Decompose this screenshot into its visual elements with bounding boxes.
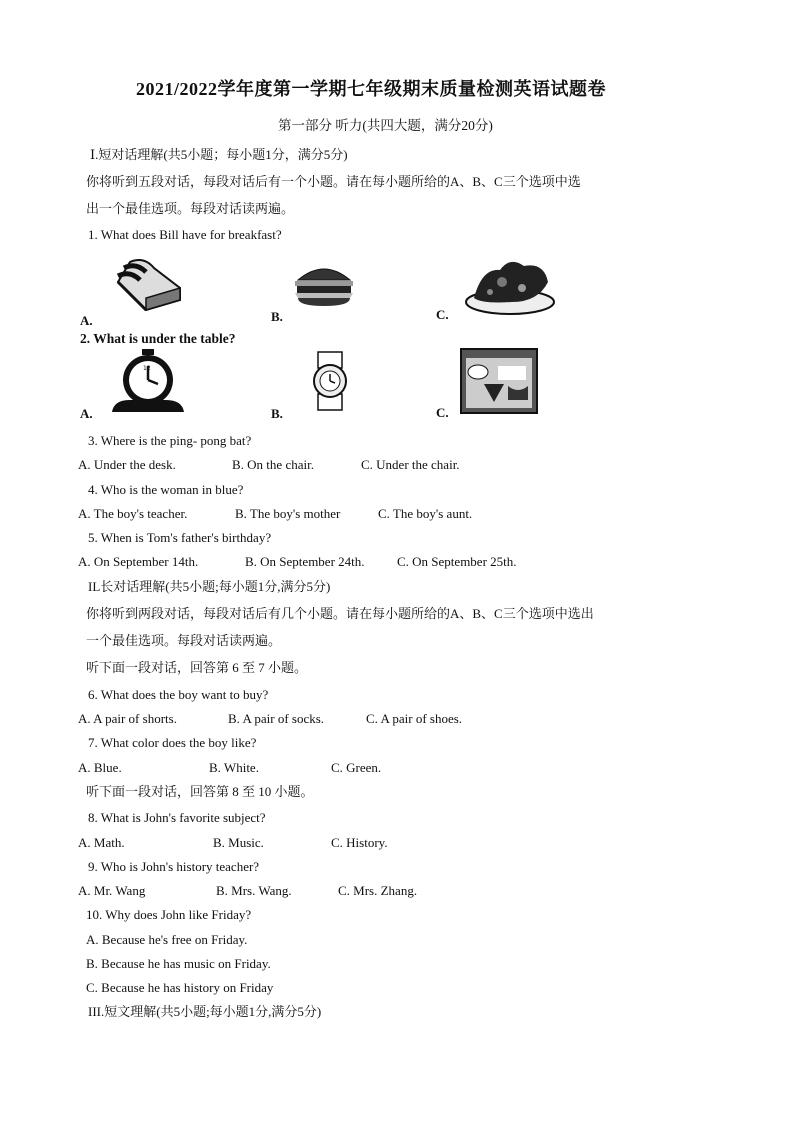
question-text: 7. What color does the boy like? bbox=[88, 735, 257, 750]
option-b: B. A pair of socks. bbox=[228, 711, 325, 726]
picture-book-icon bbox=[460, 348, 538, 414]
option-a: A. A pair of shorts. bbox=[78, 711, 177, 726]
option-b: B. Because he has music on Friday. bbox=[86, 956, 271, 971]
instruction-text: 一个最佳选项。每段对话读两遍。 bbox=[86, 633, 282, 648]
question-text: 1. What does Bill have for breakfast? bbox=[88, 227, 282, 242]
hamburger-icon bbox=[292, 262, 356, 308]
option-c-label: C. bbox=[436, 307, 449, 322]
option-b: B. On the chair. bbox=[232, 457, 314, 472]
section-heading: Ⅰ.短对话理解(共5小题；每小题1分，满分5分) bbox=[90, 147, 348, 162]
instruction-text: 你将听到两段对话，每段对话后有几个小题。请在每小题所给的A、B、C三个选项中选出 bbox=[86, 606, 594, 621]
watch-icon bbox=[304, 350, 358, 412]
option-a-label: A. bbox=[80, 406, 93, 421]
option-a: A. Because he's free on Friday. bbox=[86, 932, 248, 947]
question-text: 2. What is under the table? bbox=[80, 331, 236, 346]
option-b-label: B. bbox=[271, 309, 283, 324]
bread-icon bbox=[112, 256, 184, 316]
option-a: A. Mr. Wang bbox=[78, 883, 146, 898]
question-text: 4. Who is the woman in blue? bbox=[88, 482, 244, 497]
question-text: 3. Where is the ping- pong bat? bbox=[88, 433, 252, 448]
salad-icon bbox=[462, 258, 558, 318]
question-text: 8. What is John's favorite subject? bbox=[88, 810, 266, 825]
option-a: A. Under the desk. bbox=[78, 457, 176, 472]
option-b: B. On September 24th. bbox=[245, 554, 365, 569]
option-a: A. Math. bbox=[78, 835, 125, 850]
option-c: C. The boy's aunt. bbox=[378, 506, 473, 521]
option-b: B. Mrs. Wang. bbox=[216, 883, 292, 898]
option-c: C. History. bbox=[331, 835, 388, 850]
page-title: 2021/2022学年度第一学期七年级期末质量检测英语试题卷 bbox=[136, 79, 606, 99]
section-heading: III.短文理解(共5小题;每小题1分,满分5分) bbox=[88, 1004, 322, 1019]
option-c: C. A pair of shoes. bbox=[366, 711, 463, 726]
option-c: C. Mrs. Zhang. bbox=[338, 883, 418, 898]
option-b: B. White. bbox=[209, 760, 259, 775]
question-text: 9. Who is John's history teacher? bbox=[88, 859, 260, 874]
instruction-text: 听下面一段对话，回答第 8 至 10 小题。 bbox=[86, 784, 314, 799]
option-b: B. The boy's mother bbox=[235, 506, 341, 521]
part-heading: 第一部分 听力(共四大题，满分20分) bbox=[278, 118, 493, 133]
option-b: B. Music. bbox=[213, 835, 264, 850]
question-text: 5. When is Tom's father's birthday? bbox=[88, 530, 272, 545]
option-c: C. On September 25th. bbox=[397, 554, 517, 569]
instruction-text: 你将听到五段对话，每段对话后有一个小题。请在每小题所给的A、B、C三个选项中选 bbox=[86, 174, 581, 189]
option-c-label: C. bbox=[436, 405, 449, 420]
option-a: A. On September 14th. bbox=[78, 554, 199, 569]
alarm-clock-icon bbox=[106, 348, 190, 416]
option-b-label: B. bbox=[271, 406, 283, 421]
instruction-text: 出一个最佳选项。每段对话读两遍。 bbox=[86, 201, 295, 216]
option-c: C. Under the chair. bbox=[361, 457, 460, 472]
option-a: A. Blue. bbox=[78, 760, 122, 775]
instruction-text: 听下面一段对话，回答第 6 至 7 小题。 bbox=[86, 660, 308, 675]
option-c: C. Because he has history on Friday bbox=[86, 980, 274, 995]
svg-text:12: 12 bbox=[143, 365, 151, 372]
option-c: C. Green. bbox=[331, 760, 382, 775]
option-a: A. The boy's teacher. bbox=[78, 506, 188, 521]
section-heading: IL长对话理解(共5小题;每小题1分,满分5分) bbox=[88, 579, 331, 594]
question-text: 10. Why does John like Friday? bbox=[86, 907, 252, 922]
question-text: 6. What does the boy want to buy? bbox=[88, 687, 269, 702]
option-a-label: A. bbox=[80, 313, 93, 328]
